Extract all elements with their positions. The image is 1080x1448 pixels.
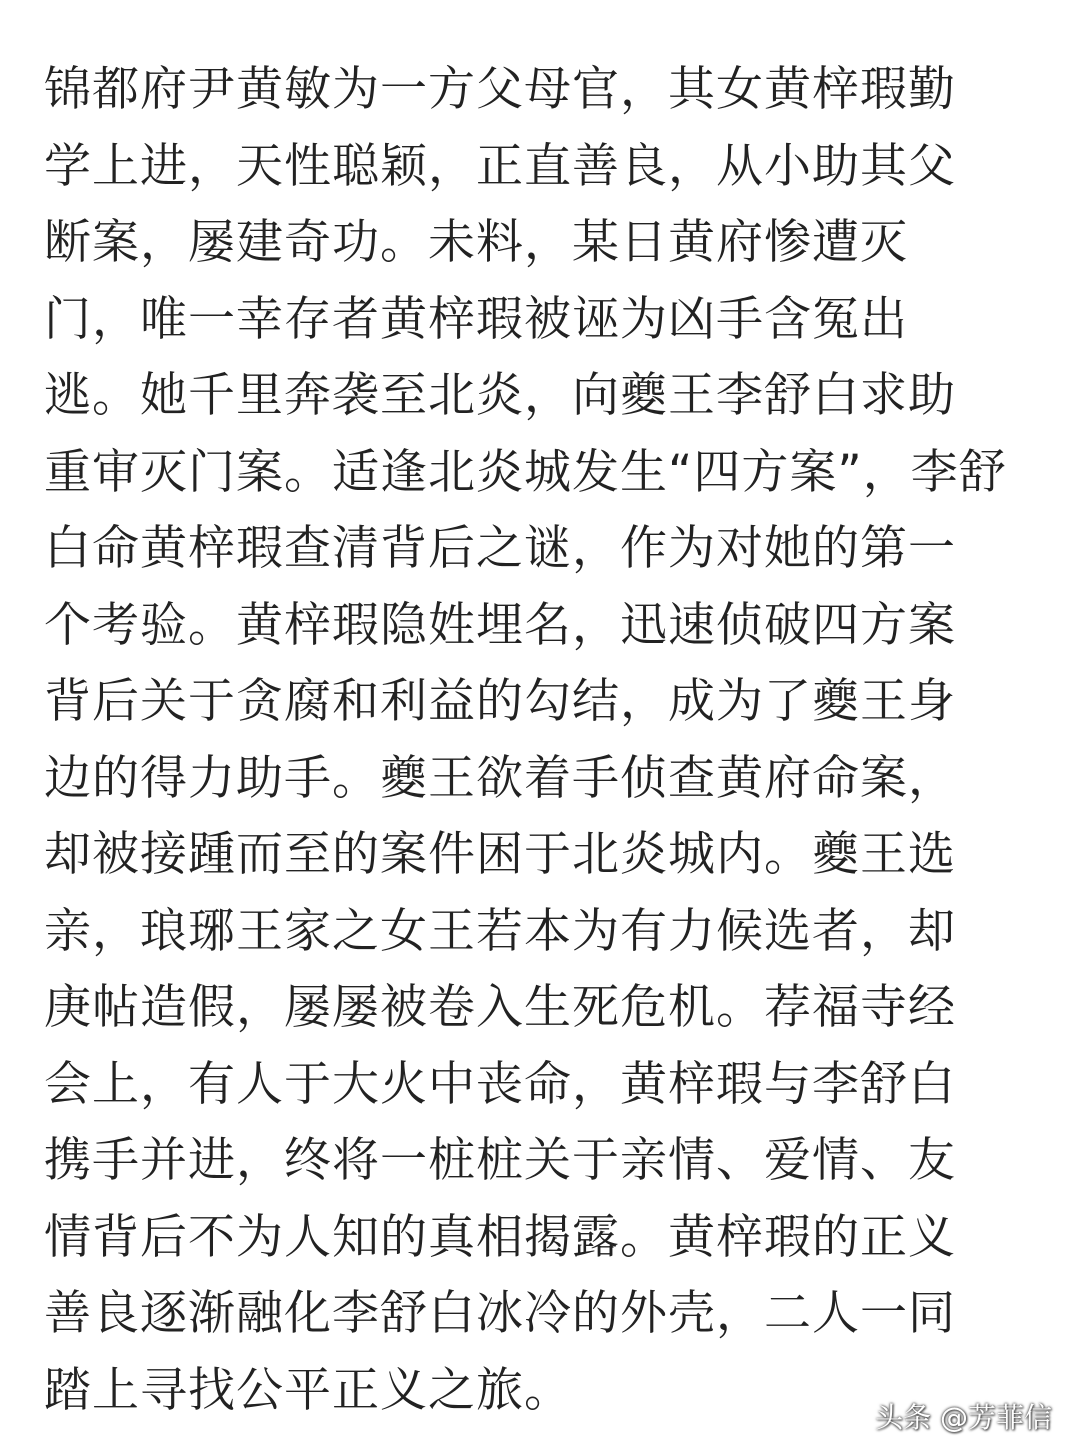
text-line: 却被接踵而至的案件困于北炎城内。夔王选 (44, 827, 956, 882)
text-line: 逃。她千里奔袭至北炎，向夔王李舒白求助 (44, 368, 956, 423)
text-line: 携手并进，终将一桩桩关于亲情、爱情、友 (44, 1133, 956, 1188)
text-line: 踏上寻找公平正义之旅。 (44, 1362, 572, 1418)
watermark-text: 头条 @芳菲信 (875, 1401, 1052, 1434)
text-line: 学上进，天性聪颖，正直善良，从小助其父 (44, 138, 956, 194)
text-line: 情背后不为人知的真相揭露。黄梓瑕的正义 (44, 1209, 956, 1265)
text-line: 背后关于贪腐和利益的勾结，成为了夔王身 (44, 674, 956, 729)
text-line: 重审灭门案。适逢北炎城发生“四方案”，李舒 (44, 444, 1007, 500)
text-line: 边的得力助手。夔王欲着手侦查黄府命案， (44, 750, 956, 806)
text-line: 亲，琅琊王家之女王若本为有力候选者，却 (44, 903, 956, 959)
text-line: 白命黄梓瑕查清背后之谜，作为对她的第一 (44, 521, 956, 576)
text-line: 会上，有人于大火中丧命，黄梓瑕与李舒白 (44, 1056, 956, 1112)
text-line: 门，唯一幸存者黄梓瑕被诬为凶手含冤出 (44, 291, 908, 347)
text-line: 锦都府尹黄敏为一方父母官，其女黄梓瑕勤 (44, 62, 956, 117)
text-line: 断案，屡建奇功。未料，某日黄府惨遭灭 (44, 215, 908, 270)
text-line: 个考验。黄梓瑕隐姓埋名，迅速侦破四方案 (44, 597, 956, 653)
text-line: 善良逐渐融化李舒白冰冷的外壳，二人一同 (44, 1286, 956, 1341)
text-line: 庚帖造假，屡屡被卷入生死危机。荐福寺经 (44, 980, 956, 1035)
article-text (44, 52, 1044, 1429)
